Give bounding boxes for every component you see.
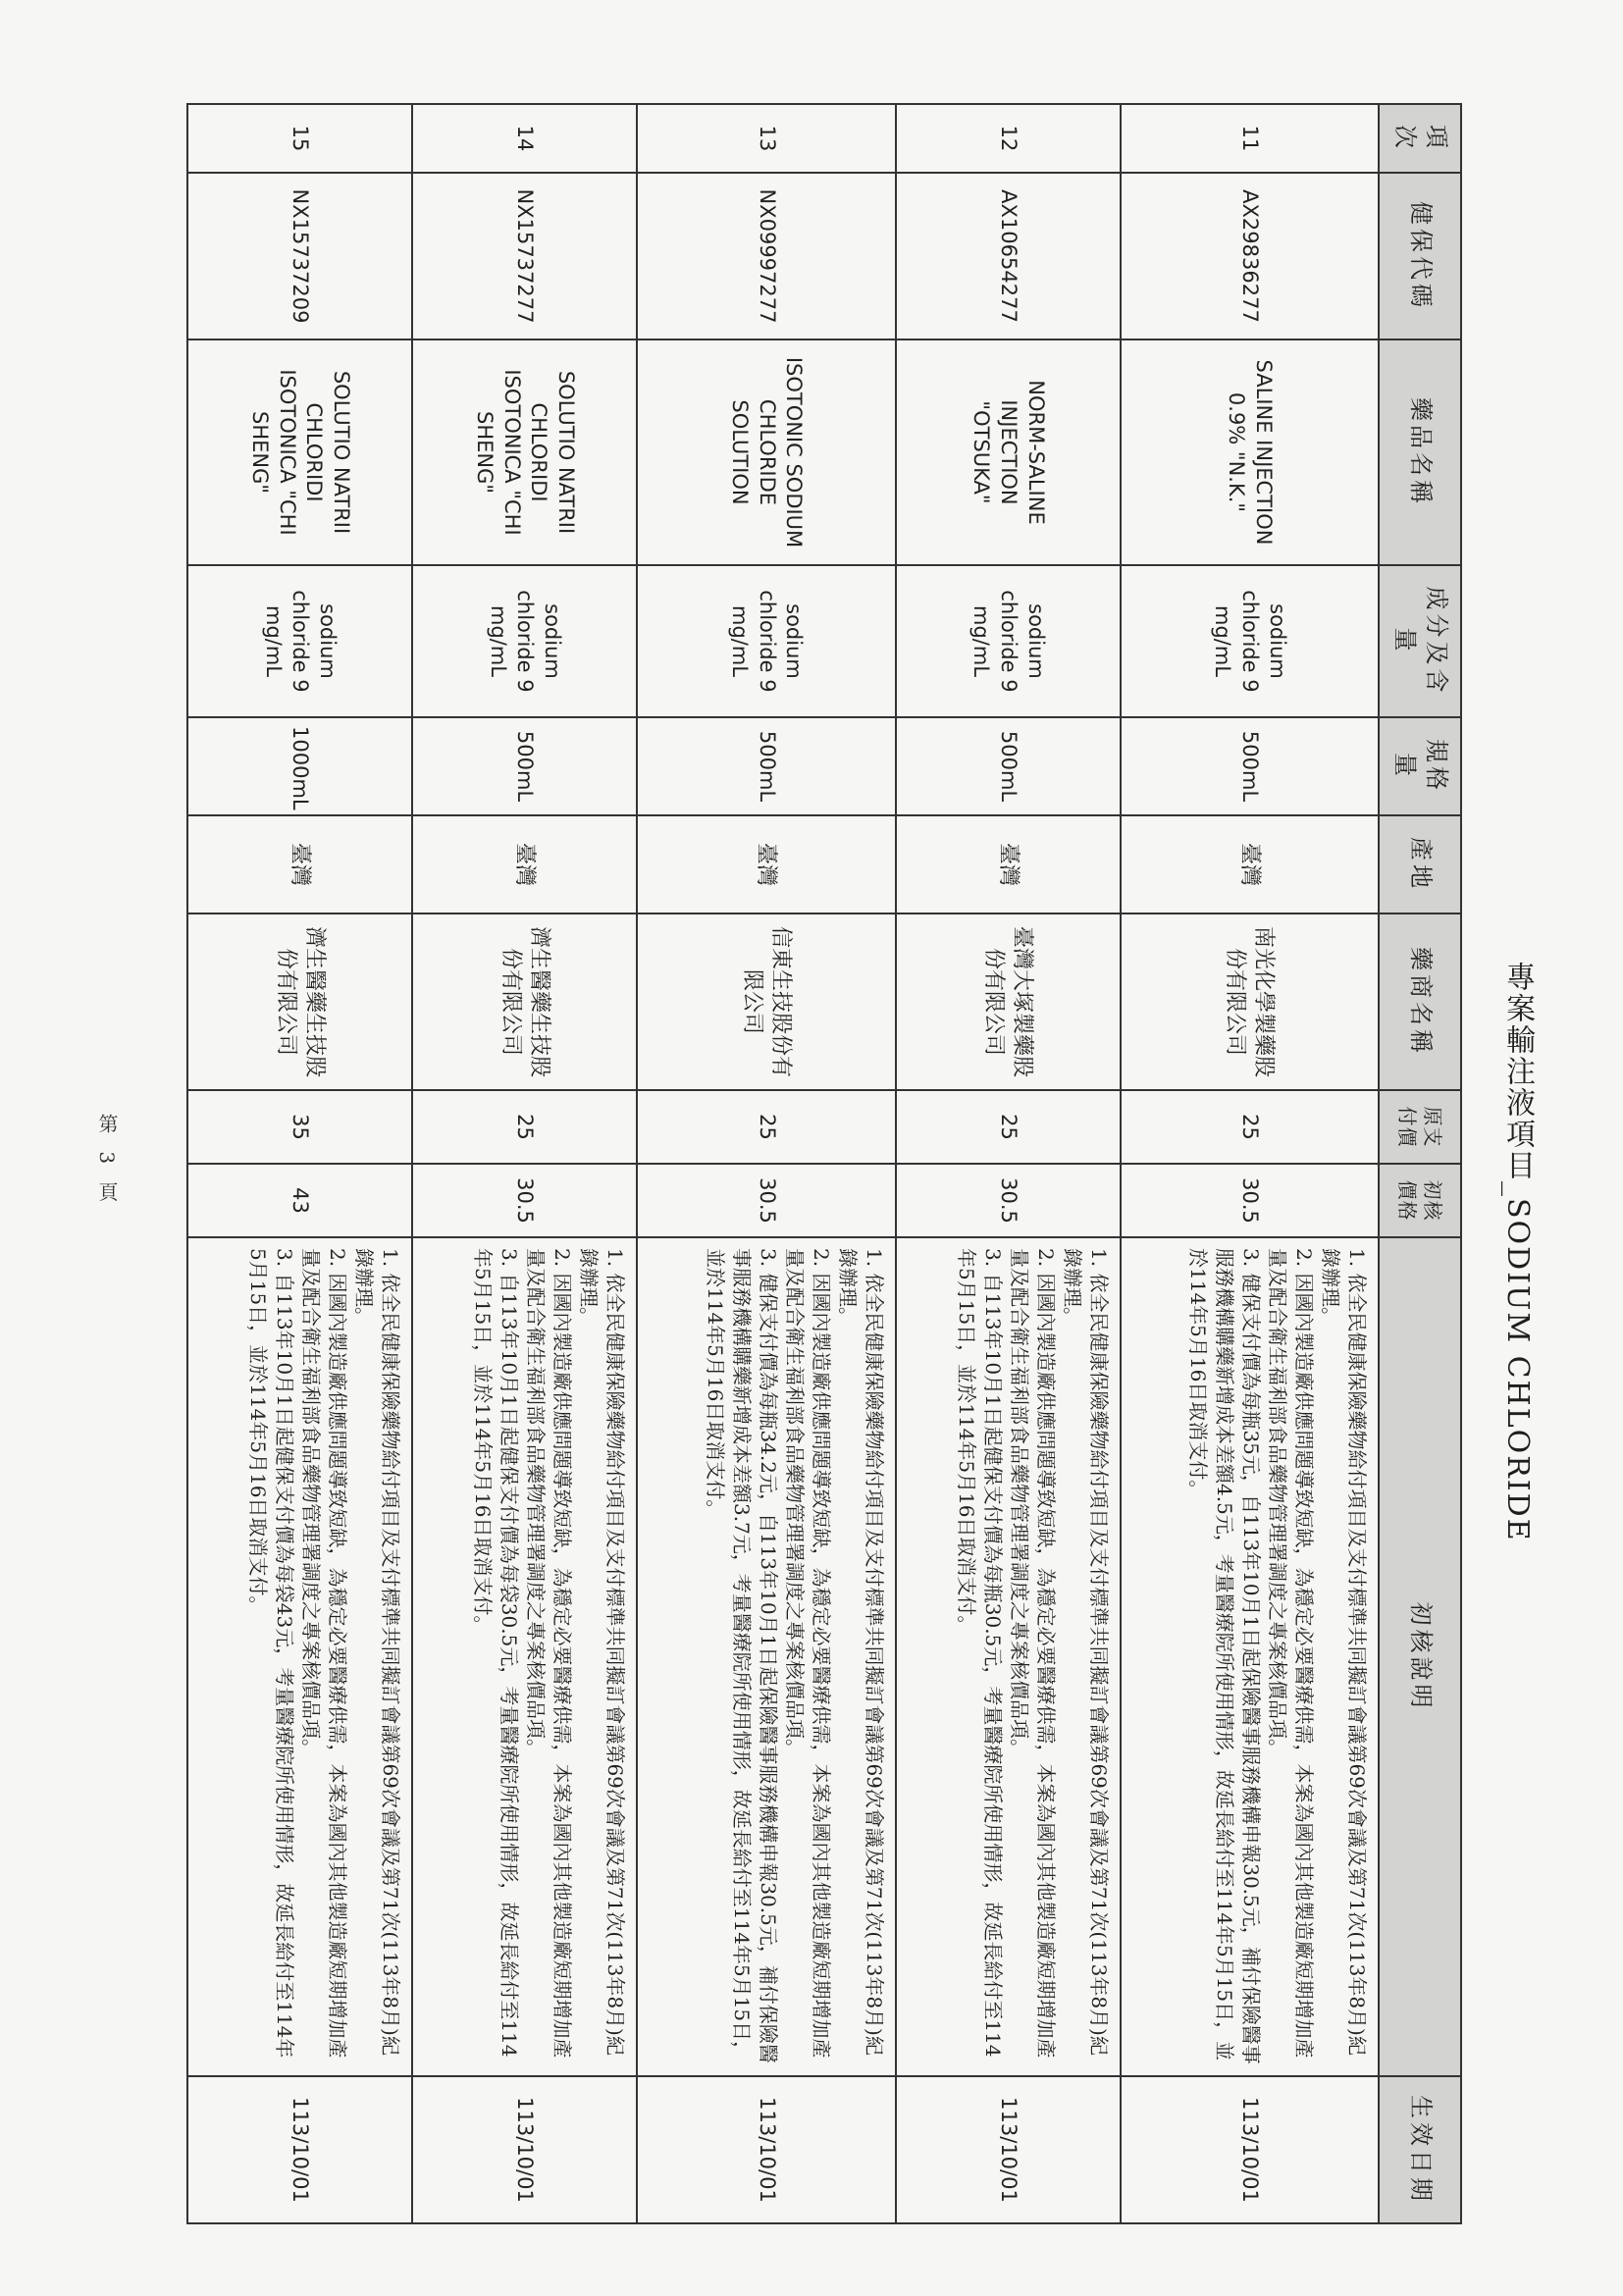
note-line: 1. 依全民健康保險藥物給付項目及支付標準共同擬訂會議第69次會議及第71次(113年8月)紀錄辦理。 — [1319, 1248, 1369, 2056]
cell-name: SOLUTIO NATRII CHLORIDI ISOTONICA "CHI SHENG" — [412, 339, 637, 565]
cell-no: 12 — [896, 104, 1121, 173]
cell-vendor: 濟生醫藥生技股份有限公司 — [187, 913, 412, 1090]
table-row — [1121, 104, 1379, 2223]
cell-ingredient: sodium chloride 9 mg/mL — [412, 565, 637, 717]
cell-orig-price: 25 — [1121, 1090, 1379, 1164]
table-row — [187, 104, 412, 2223]
cell-notes — [637, 1237, 895, 2076]
cell-vendor: 信東生技股份有限公司 — [637, 913, 895, 1090]
note-line: 2. 因國內製造廠供應問題導致短缺，為穩定必要醫療供需，本案為國內其他製造廠短期增加產量及配合衛生福利部食品藥物管理署調度之專案核價品項。 — [299, 1248, 350, 2059]
cell-name: ISOTONIC SODIUM CHLORIDE SOLUTION — [637, 339, 895, 565]
note-line: 3. 自113年10月1日起健保支付價為每袋43元，考量醫療院所使用情形，故延長給付至114年5月15日，並於114年5月16日取消支付。 — [246, 1248, 297, 2059]
cell-ingredient: sodium chloride 9 mg/mL — [896, 565, 1121, 717]
cell-vendor: 臺灣大塚製藥股份有限公司 — [896, 913, 1121, 1090]
table-row — [637, 104, 895, 2223]
header-origin: 產地 — [1379, 815, 1461, 913]
cell-vendor: 濟生醫藥生技股份有限公司 — [412, 913, 637, 1090]
note-line: 2. 因國內製造廠供應問題導致短缺，為穩定必要醫療供需，本案為國內其他製造廠短期增加產量及配合衛生福利部食品藥物管理署調度之專案核價品項。 — [1266, 1248, 1316, 2059]
cell-code: NX09997277 — [637, 173, 895, 339]
cell-effective: 113/10/01 — [637, 2076, 895, 2223]
header-ingredient: 成分及含量 — [1379, 565, 1461, 717]
cell-notes — [187, 1237, 412, 2076]
cell-new-price: 30.5 — [1121, 1164, 1379, 1237]
cell-effective: 113/10/01 — [1121, 2076, 1379, 2223]
note-line: 1. 依全民健康保險藥物給付項目及支付標準共同擬訂會議第69次會議及第71次(113年8月)紀錄辦理。 — [1060, 1248, 1111, 2056]
note-line: 3. 健保支付價為每瓶35元，自113年10月1日起保險醫事服務機構申報30.5元，補付保險醫事服務機構購藥新增成本差額4.5元，考量醫療院所使用情形，故延長給付至114年5月15日，並於114年5月16日取消支付。 — [1186, 1248, 1263, 2064]
cell-orig-price: 35 — [187, 1090, 412, 1164]
cell-new-price: 30.5 — [896, 1164, 1121, 1237]
cell-new-price: 43 — [187, 1164, 412, 1237]
cell-origin: 臺灣 — [896, 815, 1121, 913]
cell-vendor: 南光化學製藥股份有限公司 — [1121, 913, 1379, 1090]
cell-origin: 臺灣 — [637, 815, 895, 913]
cell-spec: 500mL — [412, 717, 637, 815]
cell-no: 13 — [637, 104, 895, 173]
cell-origin: 臺灣 — [412, 815, 637, 913]
note-line: 3. 自113年10月1日起健保支付價為每瓶30.5元，考量醫療院所使用情形，故延長給付至114年5月15日，並於114年5月16日取消支付。 — [954, 1248, 1005, 2058]
header-vendor: 藥商名稱 — [1379, 913, 1461, 1090]
cell-spec: 1000mL — [187, 717, 412, 815]
table-row — [412, 104, 637, 2223]
cell-no: 11 — [1121, 104, 1379, 173]
header-name: 藥品名稱 — [1379, 339, 1461, 565]
cell-code: NX15737209 — [187, 173, 412, 339]
cell-no: 14 — [412, 104, 637, 173]
table-container — [186, 103, 1462, 2222]
cell-new-price: 30.5 — [637, 1164, 895, 1237]
header-code: 健保代碼 — [1379, 173, 1461, 339]
header-notes: 初核說明 — [1379, 1237, 1461, 2076]
header-no: 項次 — [1379, 104, 1461, 173]
header-orig-price: 原支付價 — [1379, 1090, 1461, 1164]
document-title: 專案輸注液項目_SODIUM CHLORIDE — [1500, 962, 1535, 1542]
note-line: 1. 依全民健康保險藥物給付項目及支付標準共同擬訂會議第69次會議及第71次(113年8月)紀錄辦理。 — [835, 1248, 886, 2056]
cell-orig-price: 25 — [896, 1090, 1121, 1164]
note-line: 3. 健保支付價為每瓶34.2元，自113年10月1日起保險醫事服務機構申報30.5元，補付保險醫事服務機構購藥新增成本差額3.7元，考量醫療院所使用情形，故延長給付至114年5月15日，並於114年5月16日取消支付。 — [703, 1248, 780, 2063]
cell-notes — [412, 1237, 637, 2076]
table-header-row — [1379, 104, 1461, 2223]
cell-origin: 臺灣 — [187, 815, 412, 913]
note-line: 3. 自113年10月1日起健保支付價為每袋30.5元，考量醫療院所使用情形，故延長給付至114年5月15日，並於114年5月16日取消支付。 — [471, 1248, 522, 2058]
cell-notes — [1121, 1237, 1379, 2076]
note-line: 1. 依全民健康保險藥物給付項目及支付標準共同擬訂會議第69次會議及第71次(113年8月)紀錄辦理。 — [352, 1248, 403, 2056]
cell-orig-price: 25 — [637, 1090, 895, 1164]
cell-new-price: 30.5 — [412, 1164, 637, 1237]
price-table — [186, 103, 1462, 2224]
cell-spec: 500mL — [1121, 717, 1379, 815]
cell-effective: 113/10/01 — [412, 2076, 637, 2223]
cell-effective: 113/10/01 — [896, 2076, 1121, 2223]
cell-no: 15 — [187, 104, 412, 173]
note-line: 2. 因國內製造廠供應問題導致短缺，為穩定必要醫療供需，本案為國內其他製造廠短期增加產量及配合衛生福利部食品藥物管理署調度之專案核價品項。 — [1007, 1248, 1058, 2059]
table-row — [896, 104, 1121, 2223]
cell-ingredient: sodium chloride 9 mg/mL — [187, 565, 412, 717]
cell-name: NORM-SALINE INJECTION "OTSUKA" — [896, 339, 1121, 565]
cell-name: SOLUTIO NATRII CHLORIDI ISOTONICA "CHI SHENG" — [187, 339, 412, 565]
cell-ingredient: sodium chloride 9 mg/mL — [1121, 565, 1379, 717]
cell-notes — [896, 1237, 1121, 2076]
cell-code: NX15737277 — [412, 173, 637, 339]
header-new-price: 初核價格 — [1379, 1164, 1461, 1237]
note-line: 1. 依全民健康保險藥物給付項目及支付標準共同擬訂會議第69次會議及第71次(113年8月)紀錄辦理。 — [577, 1248, 628, 2056]
header-effective: 生效日期 — [1379, 2076, 1461, 2223]
cell-spec: 500mL — [896, 717, 1121, 815]
cell-ingredient: sodium chloride 9 mg/mL — [637, 565, 895, 717]
note-line: 2. 因國內製造廠供應問題導致短缺，為穩定必要醫療供需，本案為國內其他製造廠短期增加產量及配合衛生福利部食品藥物管理署調度之專案核價品項。 — [524, 1248, 575, 2059]
cell-code: AX10654277 — [896, 173, 1121, 339]
header-spec: 規格量 — [1379, 717, 1461, 815]
cell-spec: 500mL — [637, 717, 895, 815]
cell-orig-price: 25 — [412, 1090, 637, 1164]
note-line: 2. 因國內製造廠供應問題導致短缺，為穩定必要醫療供需，本案為國內其他製造廠短期增加產量及配合衛生福利部食品藥物管理署調度之專案核價品項。 — [782, 1248, 833, 2059]
page-number: 第 3 頁 — [95, 1114, 119, 1208]
cell-origin: 臺灣 — [1121, 815, 1379, 913]
cell-code: AX29836277 — [1121, 173, 1379, 339]
cell-effective: 113/10/01 — [187, 2076, 412, 2223]
cell-name: SALINE INJECTION 0.9% "N.K." — [1121, 339, 1379, 565]
